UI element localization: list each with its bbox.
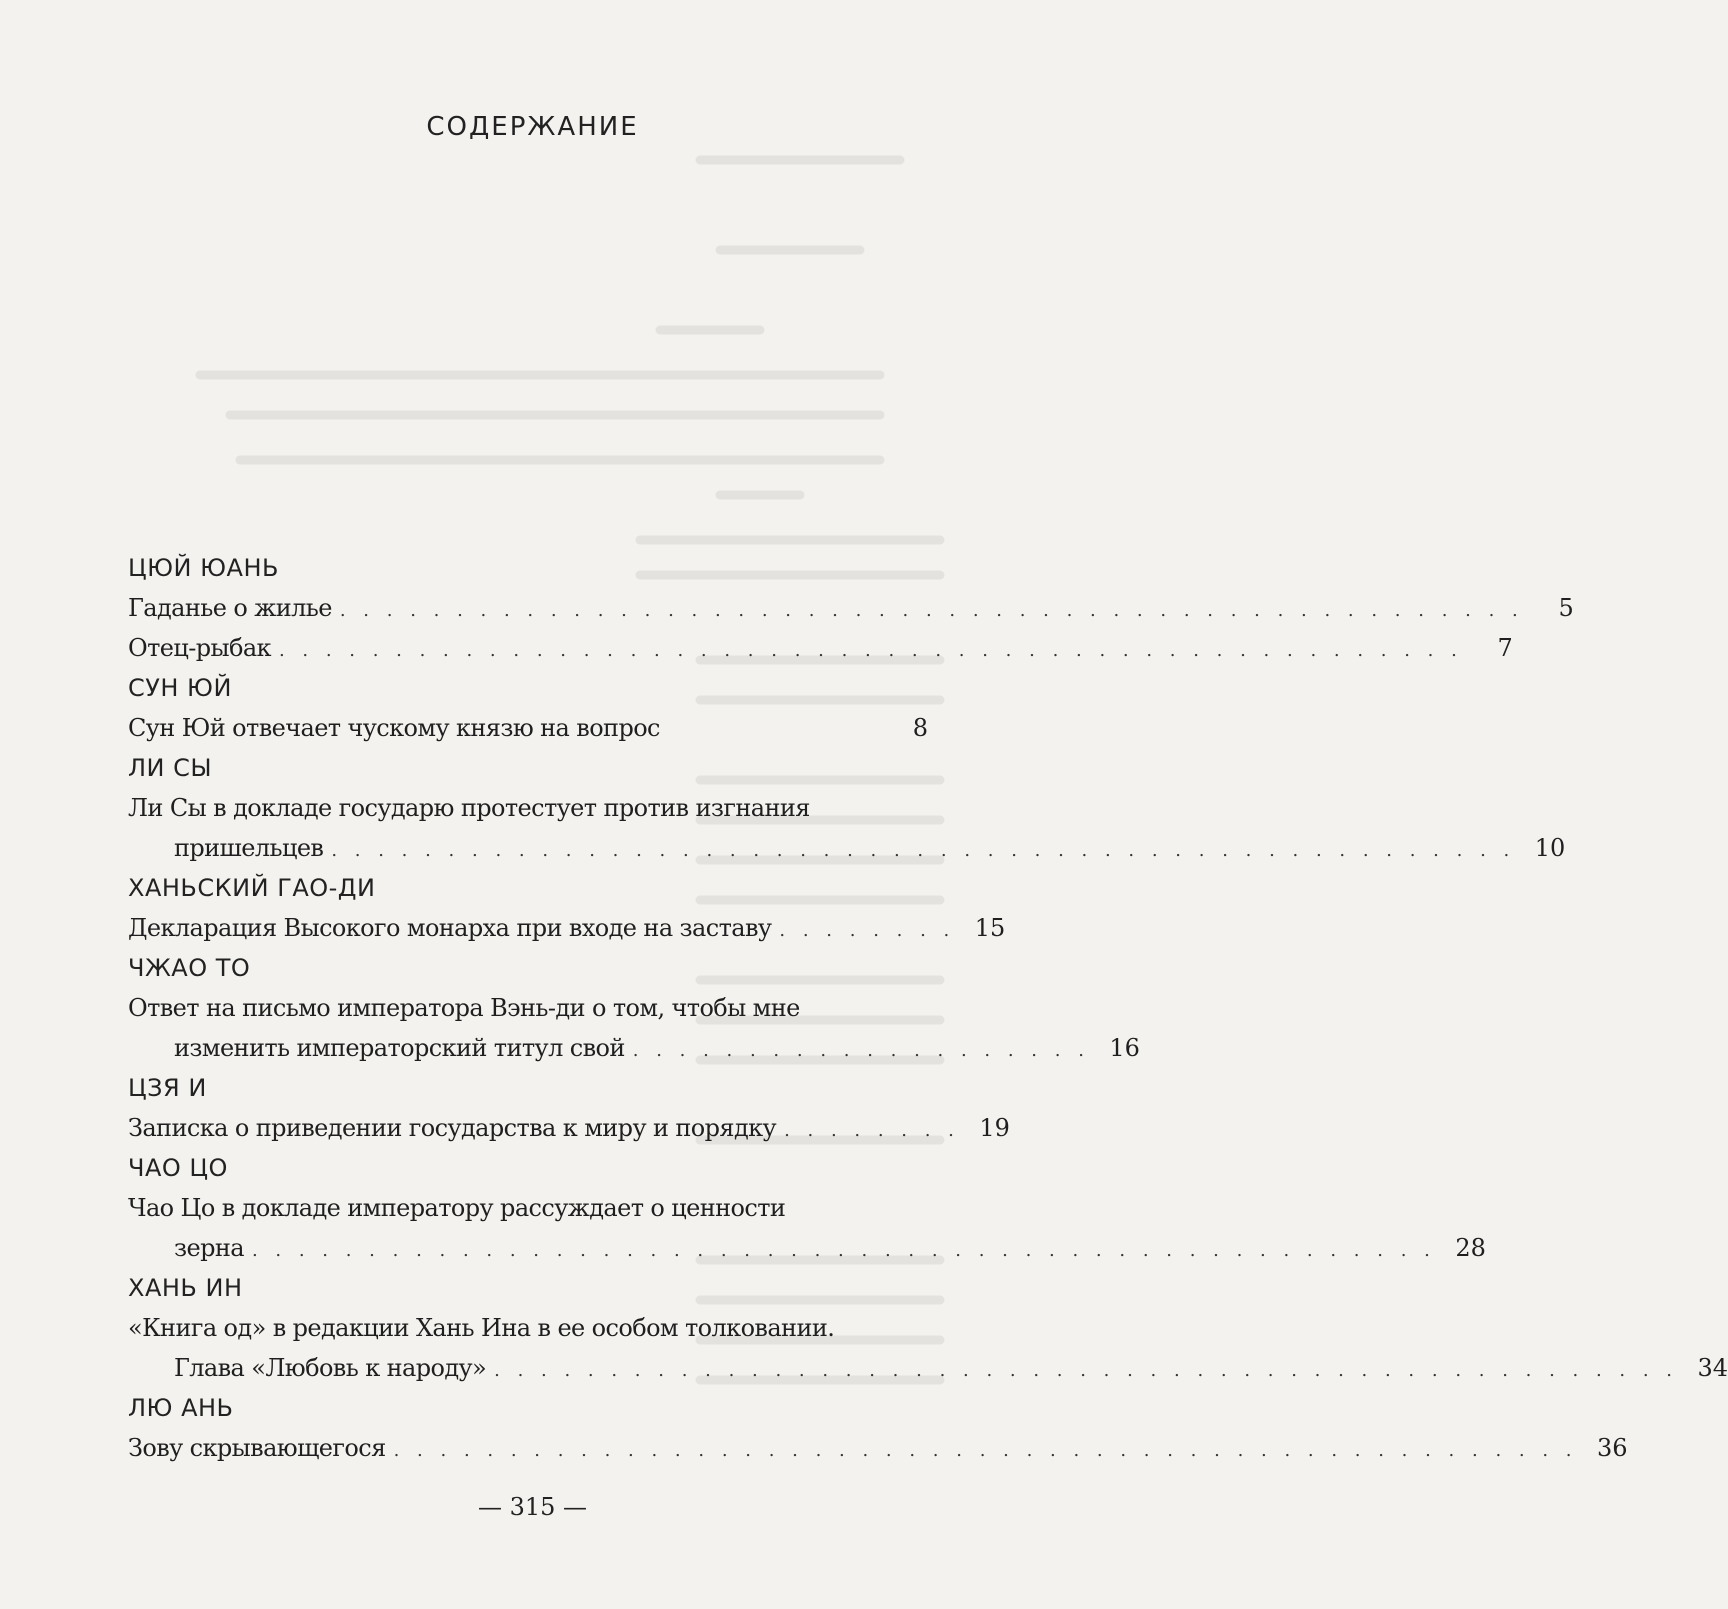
toc-author-heading: ЦЗЯ И: [128, 1074, 207, 1102]
toc-entry-title: Сун Юй отвечает чускому князю на вопрос: [128, 714, 660, 742]
toc-page-number: 36: [1596, 1434, 1628, 1462]
toc-author-heading: ЧЖАО ТО: [128, 954, 251, 982]
toc-leader-dots: . . . . . . . .: [779, 920, 956, 941]
toc-author-heading: СУН ЮЙ: [128, 674, 232, 702]
toc-entry: [128, 828, 1566, 868]
toc-leader-dots: . . . . . . . . . . . . . . . . . . . . . . . . . . . . . . . . . . . . . . . . . . . . . . . . . . .: [393, 1440, 1578, 1461]
toc-author-heading: ЧАО ЦО: [128, 1154, 228, 1182]
toc-leader-dots: . . . . . . . . . . . . . . . . . . . . . . . . . . . . . . . . . . . . . . . . . . . . . . . . . . .: [278, 640, 1463, 661]
toc-page-number: 15: [974, 914, 1006, 942]
toc-page-number: 8: [912, 714, 928, 742]
toc-page-number: 7: [1497, 634, 1513, 662]
toc-leader-dots: . . . . . . . .: [784, 1120, 960, 1141]
toc-leader-dots: . . . . . . . . . . . . . . . . . . . . . . . . . . . . . . . . . . . . . . . . . . . . . . . . . . .: [494, 1360, 1679, 1381]
toc-entry-title: Глава «Любовь к народу»: [174, 1354, 487, 1382]
toc-entry: [128, 708, 928, 748]
toc-entry-title-line: Ответ на письмо императора Вэнь-ди о том, чтобы мне: [128, 994, 800, 1022]
toc-page-number: 28: [1455, 1234, 1486, 1262]
toc-page-number: 5: [1558, 594, 1574, 622]
toc-entry-title: Зову скрывающегося: [128, 1434, 386, 1462]
toc-entry-title-line: Ли Сы в докладе государю протестует против изгнания: [128, 794, 810, 822]
toc-entry-title: пришельцев: [174, 834, 324, 862]
toc-entry-title: Отец-рыбак: [128, 634, 271, 662]
toc-page-number: 16: [1109, 1034, 1140, 1062]
toc-entry: [128, 628, 1513, 668]
toc-leader-dots: . . . . . . . . . . . . . . . . . . . . . . . . . . . . . . . . . . . . . . . . . . . . . . . . . . .: [339, 600, 1524, 621]
toc-page-number: 19: [979, 1114, 1010, 1142]
toc-entry-title: зерна: [174, 1234, 244, 1262]
toc-entry-title-line: «Книга од» в редакции Хань Ина в ее особом толковании.: [128, 1314, 835, 1342]
toc-page-number: 10: [1534, 834, 1566, 862]
toc-leader-dots: . . . . . . . . . . . . . . . . . . . .: [632, 1040, 1090, 1061]
page-title: СОДЕРЖАНИЕ: [426, 112, 639, 142]
toc-entry: [128, 588, 1574, 628]
toc-author-heading: ХАНЬ ИН: [128, 1274, 243, 1302]
toc-author-heading: ЛЮ АНЬ: [128, 1394, 234, 1422]
toc-entry-title: Записка о приведении государства к миру и порядку: [128, 1114, 777, 1142]
toc-entry-title: изменить императорский титул свой: [174, 1034, 625, 1062]
toc-author-heading: ЦЮЙ ЮАНЬ: [128, 554, 279, 582]
toc-entry: [128, 1108, 1010, 1148]
toc-author-heading: ЛИ СЫ: [128, 754, 213, 782]
toc-author-heading: ХАНЬСКИЙ ГАО-ДИ: [128, 874, 376, 902]
toc-entry-title-line: Чао Цо в докладе императору рассуждает о ценности: [128, 1194, 786, 1222]
toc-leader-dots: . . . . . . . . . . . . . . . . . . . . . . . . . . . . . . . . . . . . . . . . . . . . . . . . . . .: [331, 840, 1516, 861]
toc-leader-dots: . . . . . . . . . . . . . . . . . . . . . . . . . . . . . . . . . . . . . . . . . . . . . . . . . . .: [251, 1240, 1436, 1261]
toc-entry-title: Гаданье о жилье: [128, 594, 332, 622]
table-of-contents: [128, 548, 1728, 1468]
toc-entry: [128, 1348, 1728, 1388]
toc-entry: [128, 1028, 1140, 1068]
toc-page-number: 34: [1697, 1354, 1728, 1382]
toc-entry: [128, 908, 1006, 948]
page-number: — 315 —: [477, 1493, 588, 1521]
toc-entry: [128, 1228, 1486, 1268]
toc-entry-title: Декларация Высокого монарха при входе на заставу: [128, 914, 772, 942]
toc-entry: [128, 1428, 1628, 1468]
